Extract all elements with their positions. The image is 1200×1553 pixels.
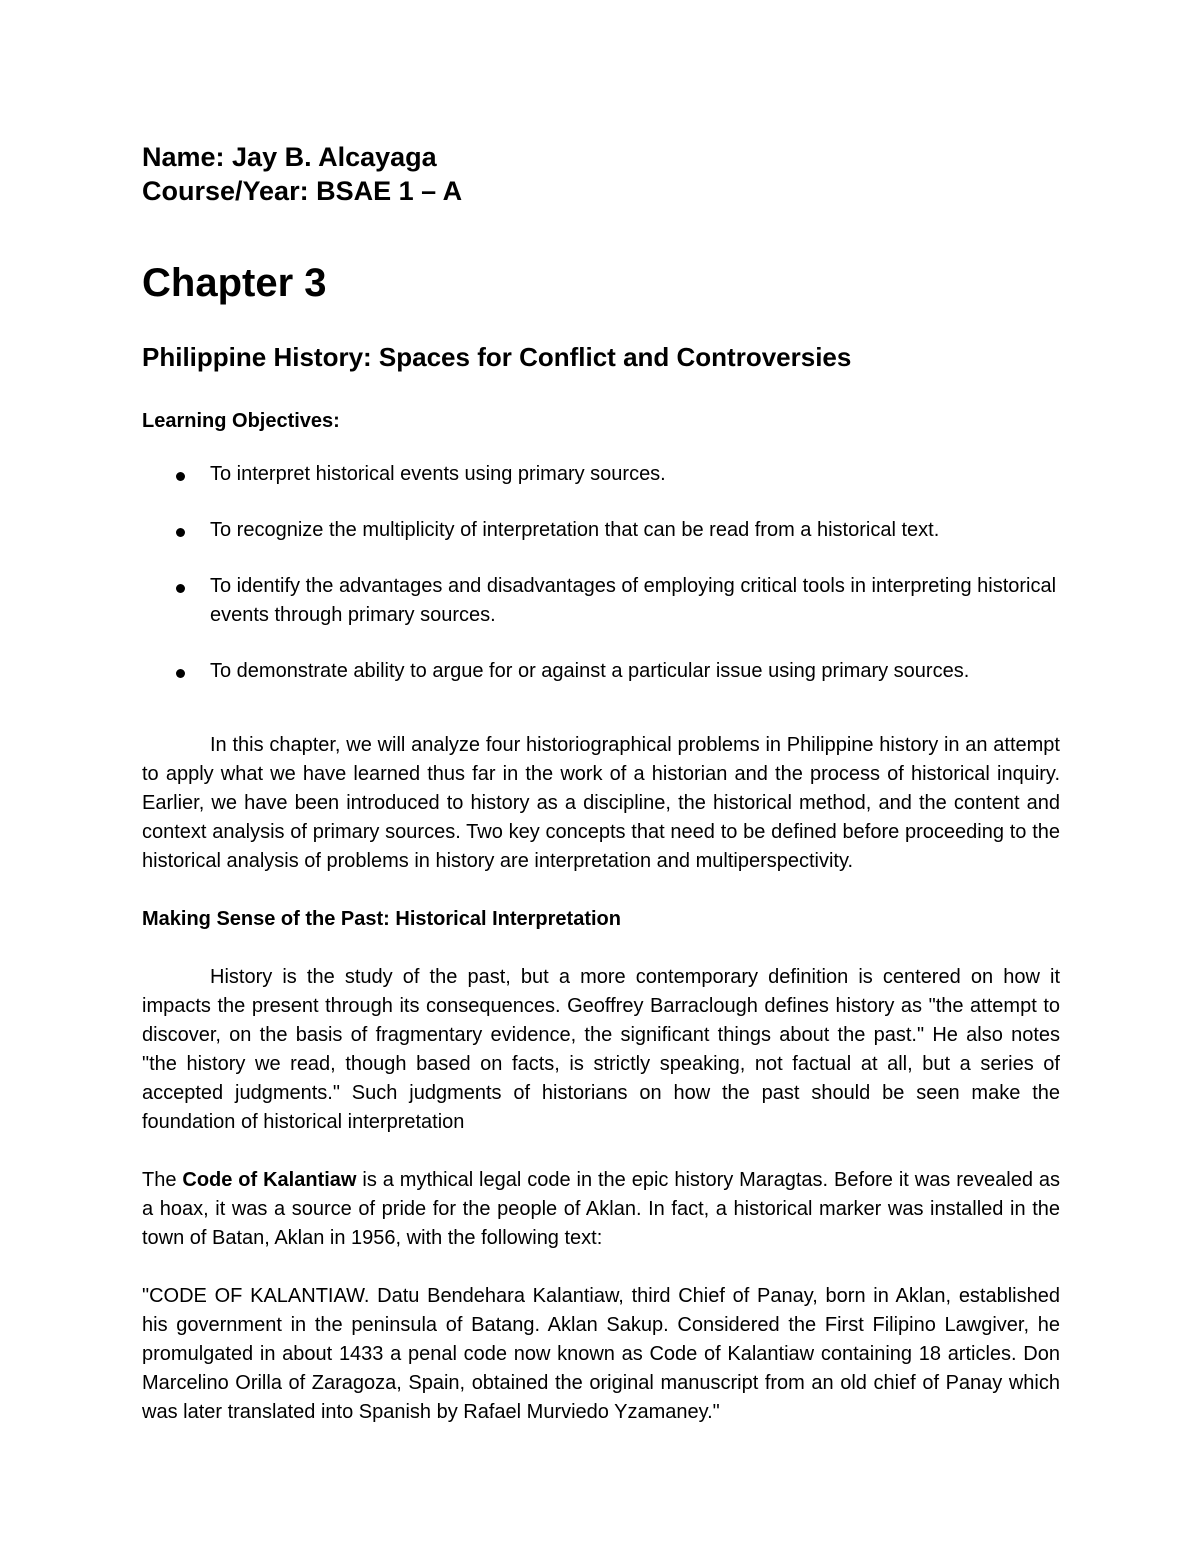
objective-item xyxy=(142,460,1060,489)
chapter-title: Chapter 3 xyxy=(142,261,327,305)
chapter-subtitle: Philippine History: Spaces for Conflict and Controversies xyxy=(142,342,852,372)
bullet-icon xyxy=(176,528,185,537)
objective-item xyxy=(142,572,1060,630)
objective-item xyxy=(142,516,1060,545)
intro-paragraph: In this chapter, we will analyze four historiographical problems in Philippine history in an attempt to apply what we have learned thus far in the work of a historian and the process of historical inquiry. Earlier, we have been introduced to history as a discipline, the historical method, and the content and context analysis of primary sources. Two key concepts that need to be defined before proceeding to the historical analysis of problems in history are interpretation and multiperspectivity. xyxy=(142,734,1060,872)
kalantiaw-prefix: The xyxy=(142,1169,183,1191)
history-paragraph: History is the study of the past, but a more contemporary definition is centered on how it impacts the present through its consequences. Geoffrey Barraclough defines history as "the attempt to discover, on the basis of fragmentary evidence, the significant things about the past." He also notes "the history we read, though based on facts, is strictly speaking, not factual at all, but a series of accepted judgments." Such judgments of historians on how the past should be seen make the foundation of historical interpretation xyxy=(142,966,1060,1133)
objective-text: To recognize the multiplicity of interpretation that can be read from a historical text. xyxy=(210,519,940,541)
document-content xyxy=(142,140,1060,1427)
kalantiaw-paragraph xyxy=(142,1166,1060,1253)
kalantiaw-term: Code of Kalantiaw xyxy=(182,1169,357,1191)
kalantiaw-rest: is a mythical legal code in the epic history Maragtas. Before it was revealed as a hoax, it was a source of pride for the people of Aklan. In fact, a historical marker was installed in the town of Batan, Aklan in 1956, with the following text: xyxy=(142,1169,1060,1249)
objectives-list xyxy=(142,460,1060,686)
bullet-icon xyxy=(176,472,185,481)
bullet-icon xyxy=(176,584,185,593)
objectives-heading: Learning Objectives: xyxy=(142,410,340,432)
marker-quote: "CODE OF KALANTIAW. Datu Bendehara Kalantiaw, third Chief of Panay, born in Aklan, established his government in the peninsula of Batang. Aklan Sakup. Considered the First Filipino Lawgiver, he promulgated in about 1433 a penal code now known as Code of Kalantiaw containing 18 articles. Don Marcelino Orilla of Zaragoza, Spain, obtained the original manuscript from an old chief of Panay which was later translated into Spanish by Rafael Murviedo Yzamaney." xyxy=(142,1285,1060,1423)
objective-text: To interpret historical events using primary sources. xyxy=(210,463,666,485)
student-name: Name: Jay B. Alcayaga xyxy=(142,142,437,172)
objective-item xyxy=(142,657,1060,686)
objective-text: To demonstrate ability to argue for or against a particular issue using primary sources. xyxy=(210,660,970,682)
bullet-icon xyxy=(176,669,185,678)
section-heading: Making Sense of the Past: Historical Interpretation xyxy=(142,908,621,930)
objective-text: To identify the advantages and disadvantages of employing critical tools in interpreting historical events through primary sources. xyxy=(210,575,1057,626)
course-year: Course/Year: BSAE 1 – A xyxy=(142,176,463,206)
